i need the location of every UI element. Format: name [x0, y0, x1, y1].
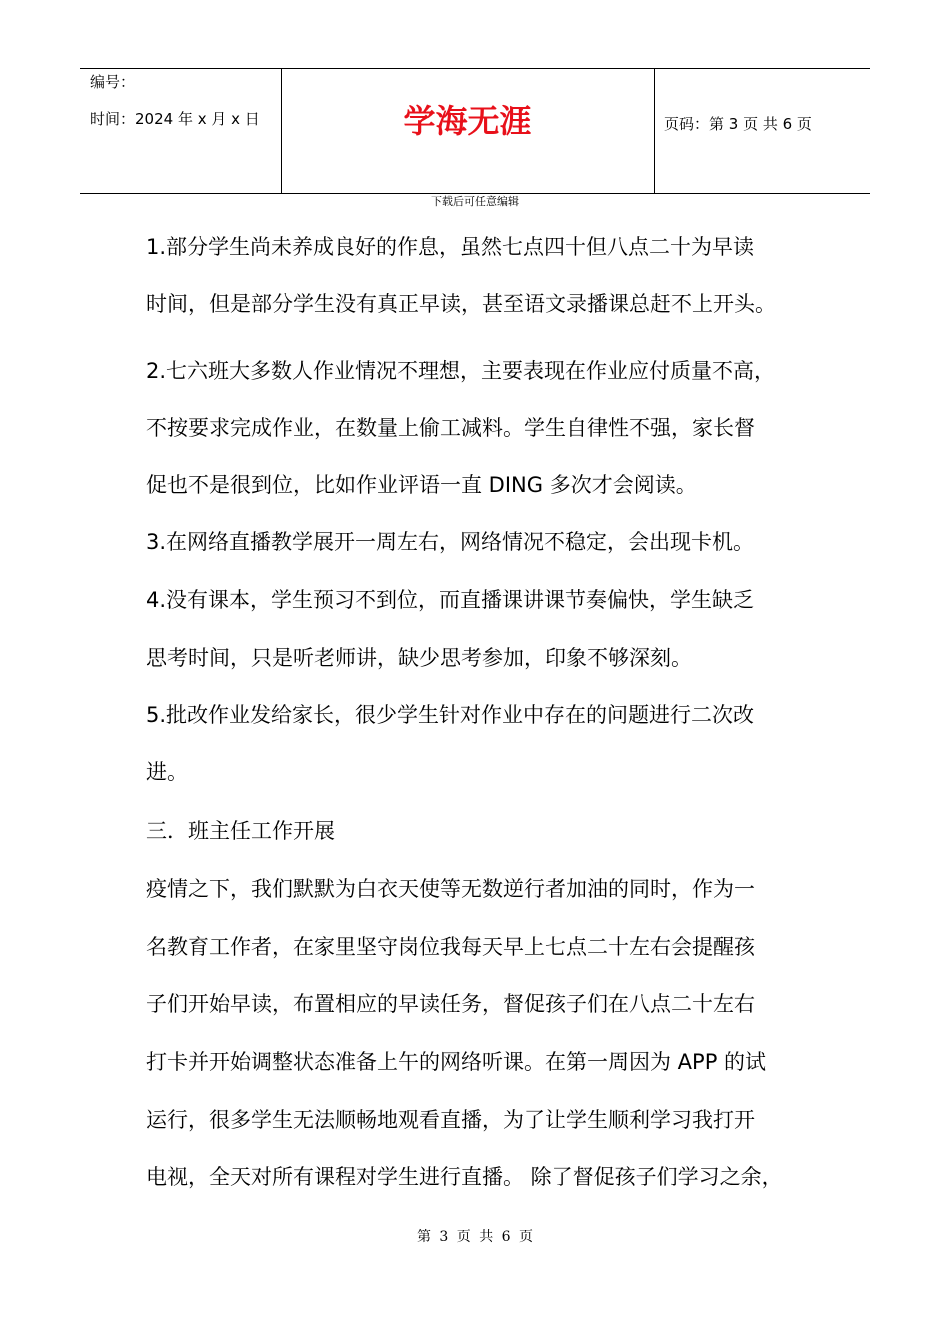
body-line: 运行，很多学生无法顺畅地观看直播，为了让学生顺利学习我打开: [146, 1108, 755, 1132]
body-line: 名教育工作者，在家里坚守岗位我每天早上七点二十左右会提醒孩: [146, 935, 755, 959]
body-line: 不按要求完成作业，在数量上偷工减料。学生自律性不强，家长督: [146, 416, 755, 440]
header-divider-right: [654, 69, 655, 193]
header-page-label: 页码：第 3 页 共 6 页: [664, 115, 812, 133]
body-line: 子们开始早读，布置相应的早读任务，督促孩子们在八点二十左右: [146, 992, 755, 1016]
page-footer: 第 3 页 共 6 页: [416, 1229, 534, 1245]
section-heading: 三．班主任工作开展: [146, 819, 335, 843]
body-line: 疫情之下，我们默默为白衣天使等无数逆行者加油的同时，作为一: [146, 877, 755, 901]
body-line: 打卡并开始调整状态准备上午的网络听课。在第一周因为 APP 的试: [146, 1050, 767, 1074]
body-line: 进。: [146, 760, 188, 784]
body-line: 4.没有课本，学生预习不到位，而直播课讲课节奏偏快，学生缺乏: [146, 588, 755, 612]
body-line: 电视，全天对所有课程对学生进行直播。 除了督促孩子们学习之余，: [146, 1165, 783, 1189]
body-line: 促也不是很到位，比如作业评语一直 DING 多次才会阅读。: [146, 473, 697, 497]
body-line: 1.部分学生尚未养成良好的作息，虽然七点四十但八点二十为早读: [146, 235, 755, 259]
body-line: 时间，但是部分学生没有真正早读，甚至语文录播课总赶不上开头。: [146, 292, 776, 316]
header-brand-title: 学海无涯: [403, 102, 532, 140]
header-time-label: 时间：2024 年 x 月 x 日: [90, 110, 260, 128]
body-line: 2.七六班大多数人作业情况不理想，主要表现在作业应付质量不高，: [146, 359, 776, 383]
body-line: 3.在网络直播教学展开一周左右，网络情况不稳定，会出现卡机。: [146, 530, 755, 554]
body-line: 5.批改作业发给家长，很少学生针对作业中存在的问题进行二次改: [146, 703, 755, 727]
header-number-label: 编号：: [90, 73, 136, 91]
body-line: 思考时间，只是听老师讲，缺少思考参加，印象不够深刻。: [146, 646, 692, 670]
document-header: [80, 68, 870, 194]
edit-note: 下载后可任意编辑: [431, 195, 519, 208]
